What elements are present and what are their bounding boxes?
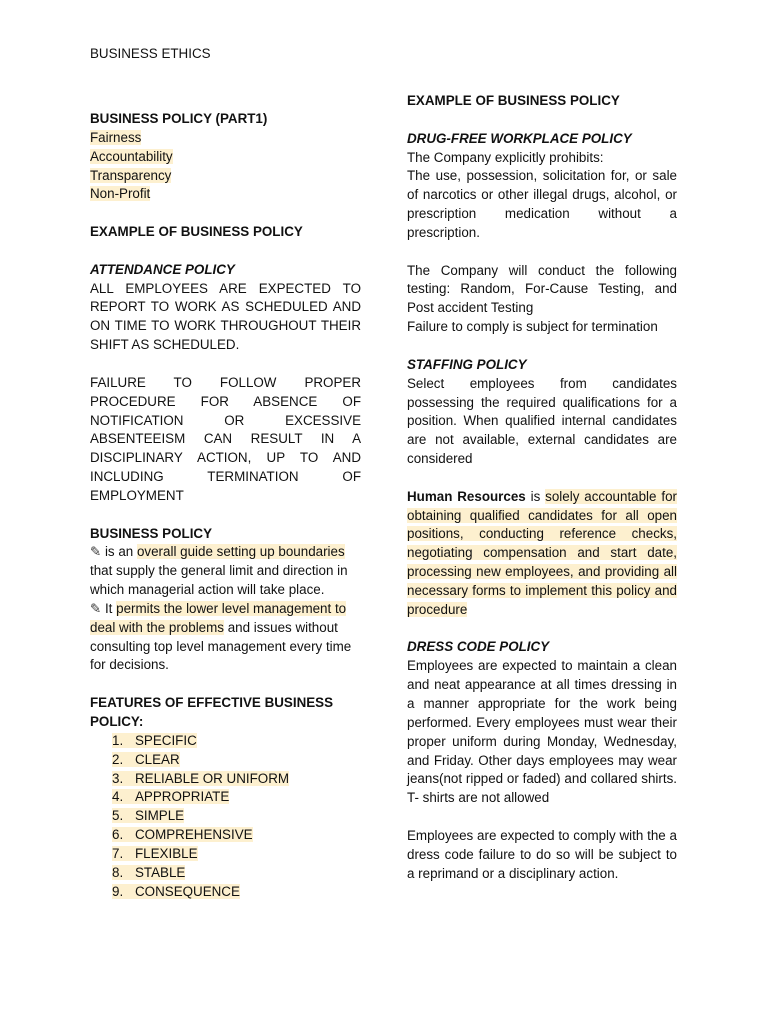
value-item: Fairness (90, 129, 142, 145)
list-item: 9. CONSEQUENCE (112, 883, 240, 899)
values-list (90, 129, 361, 204)
highlight-text: permits the lower level management to deal with the problems (90, 600, 347, 635)
list-item: 5. SIMPLE (112, 808, 185, 824)
value-item: Non-Profit (90, 186, 151, 202)
staffing-policy-title: STAFFING POLICY (407, 356, 527, 372)
drug-policy-title: DRUG-FREE WORKPLACE POLICY (407, 130, 632, 146)
staffing-hr-paragraph: Human Resources is solely accountable for obtaining qualified candidates for all open positions, conducting reference checks, negotiating compensation and start date, processing new employees, and providing all necessary forms to implement this policy and procedure (407, 488, 677, 617)
value-item: Transparency (90, 167, 172, 183)
drug-policy-paragraph-3: Failure to comply is subject for termination (407, 319, 658, 335)
list-item: 4. APPROPRIATE (112, 789, 230, 805)
example-heading-right: EXAMPLE OF BUSINESS POLICY (407, 93, 620, 108)
hr-bold-text: Human Resources (407, 488, 526, 504)
drug-policy-paragraph-2: The Company will conduct the following testing: Random, For-Cause Testing, and Post accident Testing (407, 262, 677, 316)
pencil-icon: ✎ (90, 600, 102, 616)
list-item: 2. CLEAR (112, 751, 180, 767)
staffing-paragraph-1: Select employees from candidates possessing the required qualifications for a position. When qualified internal candidates are not available, external candidates are considered (407, 375, 677, 467)
list-item: 6. COMPREHENSIVE (112, 827, 253, 843)
list-item: 1. SPECIFIC (112, 732, 197, 748)
part1-heading: BUSINESS POLICY (PART1) (90, 111, 268, 126)
highlight-text: overall guide setting up boundaries (136, 544, 345, 560)
business-policy-bullet-2: ✎ It permits the lower level management to deal with the problems and issues without consulting top level management every time for decisions. (90, 600, 352, 673)
drug-policy-paragraph-1: The use, possession, solicitation for, or sale of narcotics or other illegal drugs, alcohol, or prescription medication without a prescription. (407, 168, 677, 240)
example-heading-left: EXAMPLE OF BUSINESS POLICY (90, 224, 303, 240)
list-item: 3. RELIABLE OR UNIFORM (112, 770, 290, 786)
pencil-icon: ✎ (90, 544, 102, 560)
list-item: 7. FLEXIBLE (112, 845, 198, 861)
business-policy-title: BUSINESS POLICY (90, 525, 213, 541)
list-item: 8. STABLE (112, 864, 186, 880)
dress-code-title: DRESS CODE POLICY (407, 639, 550, 655)
right-column (407, 92, 677, 883)
highlight-text: solely accountable for obtaining qualified candidates for all open positions, conducting reference checks, negotiating compensation and start date, processing new employees, and providing all necessary forms to implement this policy and procedure (407, 488, 677, 617)
attendance-paragraph-1: ALL EMPLOYEES ARE EXPECTED TO REPORT TO WORK AS SCHEDULED AND ON TIME TO WORK THROUGHOUT THEIR SHIFT AS SCHEDULED. (90, 280, 361, 353)
dress-code-paragraph-1: Employees are expected to maintain a clean and neat appearance at all times dressing in a manner appropriate for the work being performed. Every employees must wear their proper uniform during Monday, Wednesday, and Friday. Other days employees may wear jeans(not ripped or faded) and collared shirts. T- shirts are not allowed (407, 658, 677, 806)
business-policy-bullet-1: ✎ is an overall guide setting up boundaries that supply the general limit and direction in which managerial action will take place. (90, 544, 348, 598)
value-item: Accountability (90, 148, 173, 164)
features-list (90, 732, 361, 902)
attendance-policy-title: ATTENDANCE POLICY (90, 261, 235, 277)
page-header: BUSINESS ETHICS (90, 46, 211, 61)
dress-code-paragraph-2: Employees are expected to comply with the a dress code failure to do so will be subject to a reprimand or a disciplinary action. (407, 827, 677, 881)
left-column (90, 110, 361, 901)
drug-policy-line-1: The Company explicitly prohibits: (407, 149, 604, 165)
features-title: FEATURES OF EFFECTIVE BUSINESS POLICY: (90, 695, 334, 729)
attendance-paragraph-2: FAILURE TO FOLLOW PROPER PROCEDURE FOR ABSENCE OF NOTIFICATION OR EXCESSIVE ABSENTEEISM CAN RESULT IN A DISCIPLINARY ACTION, UP TO AND INCLUDING TERMINATION OF EMPLOYMENT (90, 374, 361, 503)
